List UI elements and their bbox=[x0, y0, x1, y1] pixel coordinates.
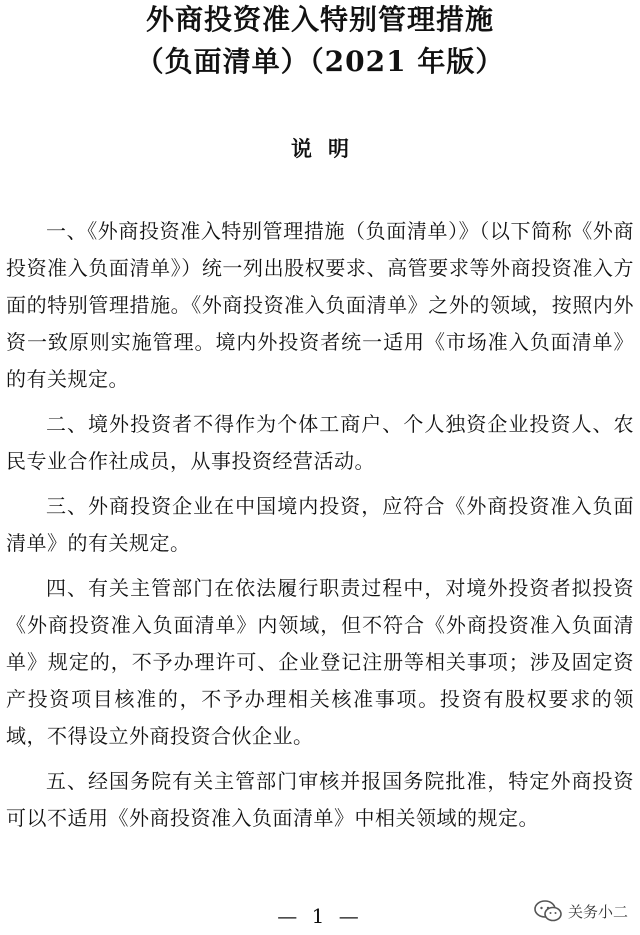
document-body bbox=[6, 213, 634, 845]
paragraph-1: 一、《外商投资准入特别管理措施（负面清单）》（以下简称《外商投资准入负面清单》）统一列出股权要求、高管要求等外商投资准入方面的特别管理措施。《外商投资准入负面清单》之外的领域，按照内外资一致原则实施管理。境内外投资者统一适用《市场准入负面清单》的有关规定。 bbox=[6, 219, 634, 391]
page-number: — 1 — bbox=[277, 904, 363, 928]
paragraph-2: 二、境外投资者不得作为个体工商户、个人独资企业投资人、农民专业合作社成员，从事投资经营活动。 bbox=[6, 412, 634, 473]
document-title-line-2: （负面清单）（2021 年版） bbox=[135, 45, 505, 78]
watermark-label: 关务小二 bbox=[567, 902, 628, 921]
paragraph-4: 四、有关主管部门在依法履行职责过程中，对境外投资者拟投资《外商投资准入负面清单》内领域，但不符合《外商投资准入负面清单》规定的，不予办理许可、企业登记注册等相关事项；涉及固定资产投资项目核准的，不予办理相关核准事项。投资有股权要求的领域，不得设立外商投资合伙企业。 bbox=[6, 576, 634, 748]
paragraph-5: 五、经国务院有关主管部门审核并报国务院批准，特定外商投资可以不适用《外商投资准入负面清单》中相关领域的规定。 bbox=[6, 769, 634, 830]
wechat-icon bbox=[534, 900, 562, 922]
paragraph-3: 三、外商投资企业在中国境内投资，应符合《外商投资准入负面清单》的有关规定。 bbox=[6, 494, 634, 555]
document-title-line-1: 外商投资准入特别管理措施 bbox=[145, 3, 494, 36]
section-heading: 说明 bbox=[291, 136, 365, 161]
wechat-watermark bbox=[530, 898, 634, 924]
